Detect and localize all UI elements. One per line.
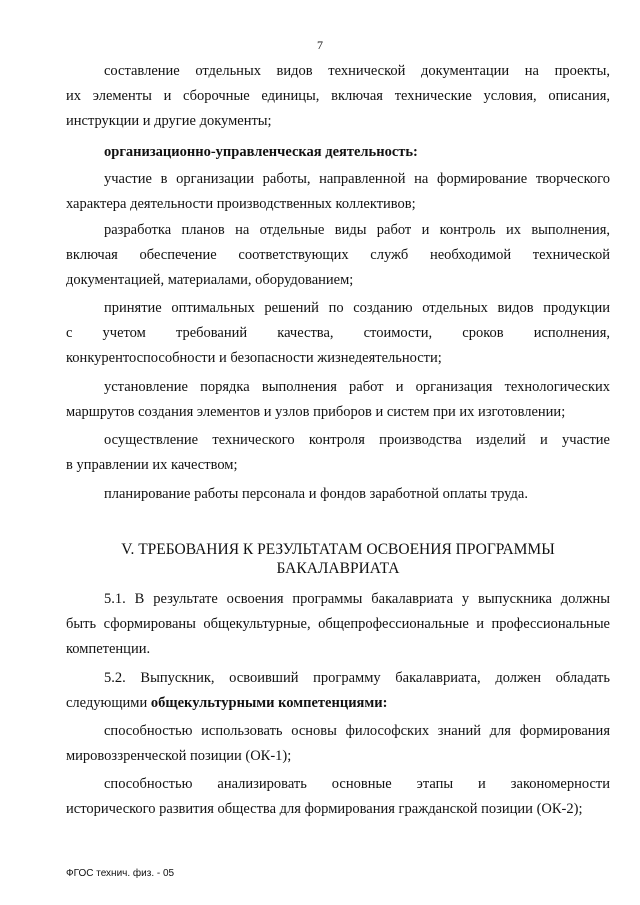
paragraph-technical-control [66, 428, 610, 478]
paragraph-line: 5.2. Выпускник, освоивший программу бакалавриата, должен обладать [104, 670, 610, 686]
paragraph-line [66, 691, 610, 716]
paragraph-text: исторического развития общества для формирования гражданской позиции (ОК-2); [66, 801, 583, 817]
paragraph-line: 5.1. В результате освоения программы бакалавриата у выпускника должны [104, 591, 610, 607]
page-number: 7 [317, 38, 323, 52]
clause-5-2 [66, 666, 610, 716]
competency-category-label: общекультурными компетенциями: [150, 695, 388, 711]
paragraph-text: мировоззренческой позиции (ОК-1); [66, 748, 292, 764]
clause-5-1 [66, 587, 610, 662]
paragraph-line: участие в организации работы, направленной на формирование творческого [104, 171, 610, 187]
competency-ok-1 [66, 719, 610, 769]
paragraph-line: установление порядка выполнения работ и организация технологических [104, 379, 610, 395]
heading-text: организационно-управленческая деятельность: [104, 144, 418, 160]
paragraph-line: с учетом требований качества, стоимости, сроков исполнения, [66, 325, 610, 341]
paragraph-optimal-decisions [66, 296, 610, 371]
paragraph-line: включая обеспечение соответствующих служб необходимой технической [66, 247, 610, 263]
paragraph-line: способностью использовать основы философских знаний для формирования [104, 723, 610, 739]
paragraph-text: характера деятельности производственных коллективов; [66, 196, 416, 212]
paragraph-text: документацией, материалами, оборудованием; [66, 272, 354, 288]
paragraph-text: их элементы и сборочные единицы, включая технические условия, описания, инструкции и другие документы; [66, 88, 610, 129]
paragraph-line: быть сформированы общекультурные, общепрофессиональные и профессиональные [66, 616, 610, 632]
paragraph-line: составление отдельных видов технической документации на проекты, [104, 63, 610, 79]
section-heading [66, 540, 610, 578]
section-heading-line: БАКАЛАВРИАТА [276, 560, 400, 577]
paragraph-creative-work [66, 167, 610, 217]
section-heading-line: V. ТРЕБОВАНИЯ К РЕЗУЛЬТАТАМ ОСВОЕНИЯ ПРОГРАММЫ [121, 541, 555, 558]
paragraph-text: компетенции. [66, 641, 151, 657]
paragraph-line: разработка планов на отдельные виды работ и контроль их выполнения, [104, 222, 610, 238]
paragraph-line: способностью анализировать основные этапы и закономерности [104, 776, 610, 792]
competency-ok-2 [66, 772, 610, 822]
paragraph-text: планирование работы персонала и фондов заработной оплаты труда. [104, 486, 528, 502]
paragraph-personnel-planning [66, 482, 610, 507]
paragraph-line: осуществление технического контроля производства изделий и участие [104, 432, 610, 448]
page-footer: ФГОС технич. физ. - 05 [66, 868, 175, 879]
paragraph-text: следующими [66, 695, 151, 711]
paragraph-text: маршрутов создания элементов и узлов приборов и систем при их изготовлении; [66, 404, 566, 420]
subsection-heading-org-management [66, 140, 610, 165]
paragraph-work-plans [66, 218, 610, 293]
paragraph-tech-documentation [66, 59, 610, 134]
paragraph-text: в управлении их качеством; [66, 457, 238, 473]
paragraph-text: конкурентоспособности и безопасности жизнедеятельности; [66, 350, 442, 366]
paragraph-line: принятие оптимальных решений по созданию отдельных видов продукции [104, 300, 610, 316]
paragraph-work-order [66, 375, 610, 425]
